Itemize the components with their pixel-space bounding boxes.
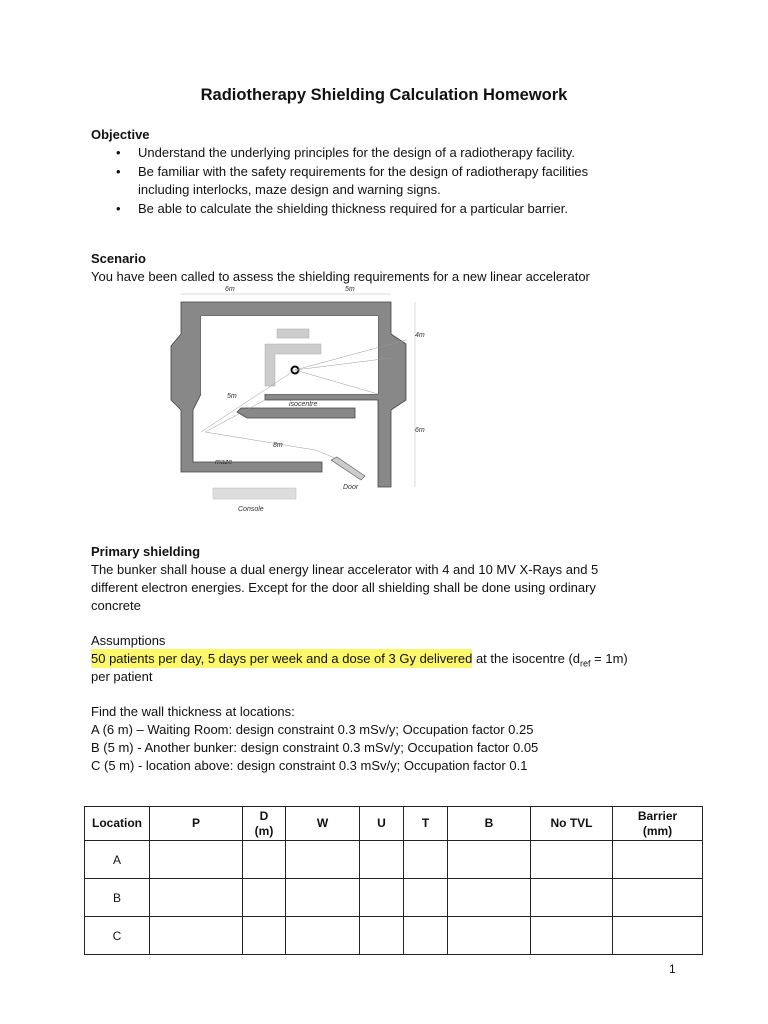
label-isocentre: isocentre [289,401,318,408]
objective-bullet-3: Be able to calculate the shielding thickness required for a particular barrier. [138,201,568,216]
empty-cell[interactable] [286,917,360,955]
empty-cell[interactable] [613,917,703,955]
label-door: Door [343,484,359,491]
header-barrier: Barrier (mm) [613,807,703,841]
empty-cell[interactable] [360,841,404,879]
empty-cell[interactable] [531,917,613,955]
find-intro: Find the wall thickness at locations: [91,704,295,719]
bullet-icon: • [116,164,121,179]
page-title: Radiotherapy Shielding Calculation Homework [200,86,568,104]
find-item-c: C (5 m) - location above: design constraint 0.3 mSv/y; Occupation factor 0.1 [91,758,528,773]
empty-cell[interactable] [150,879,243,917]
header-b: B [448,807,531,841]
objective-heading: Objective [91,127,150,142]
gantry-head [277,329,309,338]
label-maze: maze [215,459,233,466]
header-no-tvl: No TVL [531,807,613,841]
bullet-icon: • [116,145,121,160]
results-table [84,806,703,955]
assumptions-heading: Assumptions [91,633,166,648]
primary-line-1: The bunker shall house a dual energy linear accelerator with 4 and 10 MV X-Rays and 5 [91,562,599,577]
empty-cell[interactable] [150,841,243,879]
header-location: Location [85,807,150,841]
empty-cell[interactable] [404,917,448,955]
find-item-a: A (6 m) – Waiting Room: design constraint 0.3 mSv/y; Occupation factor 0.25 [91,722,534,737]
empty-cell[interactable] [613,841,703,879]
empty-cell[interactable] [360,879,404,917]
assumptions-line-2: per patient [91,669,153,684]
empty-cell[interactable] [243,917,286,955]
empty-cell[interactable] [243,879,286,917]
page-number: 1 [669,962,676,976]
empty-cell[interactable] [531,879,613,917]
table-header-row [85,807,703,841]
row-label: A [85,841,150,879]
label-right-mid: 6m [415,427,425,434]
bunker-floor-plan [165,282,440,517]
header-d: D (m) [243,807,286,841]
highlighted-text: 50 patients per day, 5 days per week and a dose of 3 Gy delivered [91,651,473,666]
empty-cell[interactable] [286,879,360,917]
empty-cell[interactable] [286,841,360,879]
empty-cell[interactable] [448,917,531,955]
label-right-top: 4m [415,332,425,339]
primary-line-3: concrete [91,598,141,613]
row-label: C [85,917,150,955]
door [331,457,365,480]
primary-heading: Primary shielding [91,544,201,559]
objective-bullet-2-cont: including interlocks, maze design and warning signs. [138,182,441,197]
empty-cell[interactable] [404,841,448,879]
table-row [85,917,703,955]
label-8m: 8m [273,442,283,449]
bullet-icon: • [116,201,121,216]
console [213,488,296,499]
empty-cell[interactable] [404,879,448,917]
table-row [85,841,703,879]
maze-wall [237,408,355,418]
empty-cell[interactable] [243,841,286,879]
empty-cell[interactable] [613,879,703,917]
row-label: B [85,879,150,917]
scenario-text: You have been called to assess the shielding requirements for a new linear accelerator [91,269,590,284]
header-w: W [286,807,360,841]
label-top-left: 6m [225,286,235,293]
label-top-right: 5m [345,286,355,293]
empty-cell[interactable] [360,917,404,955]
label-console: Console [238,506,264,513]
objective-bullet-1: Understand the underlying principles for the design of a radiotherapy facility. [138,145,575,160]
empty-cell[interactable] [448,879,531,917]
primary-line-2: different electron energies. Except for the door all shielding shall be done using ordinary [91,580,596,595]
header-p: P [150,807,243,841]
scenario-heading: Scenario [91,251,146,266]
header-u: U [360,807,404,841]
objective-bullet-2: Be familiar with the safety requirements for the design of radiotherapy facilities [138,164,589,179]
table-row [85,879,703,917]
empty-cell[interactable] [531,841,613,879]
header-t: T [404,807,448,841]
empty-cell[interactable] [150,917,243,955]
label-5m: 5m [227,393,237,400]
find-item-b: B (5 m) - Another bunker: design constraint 0.3 mSv/y; Occupation factor 0.05 [91,740,539,755]
assumptions-line-1: 50 patients per day, 5 days per week and a dose of 3 Gy delivered at the isocentre $(d_{ref} = 1m)$ [91,651,628,669]
empty-cell[interactable] [448,841,531,879]
